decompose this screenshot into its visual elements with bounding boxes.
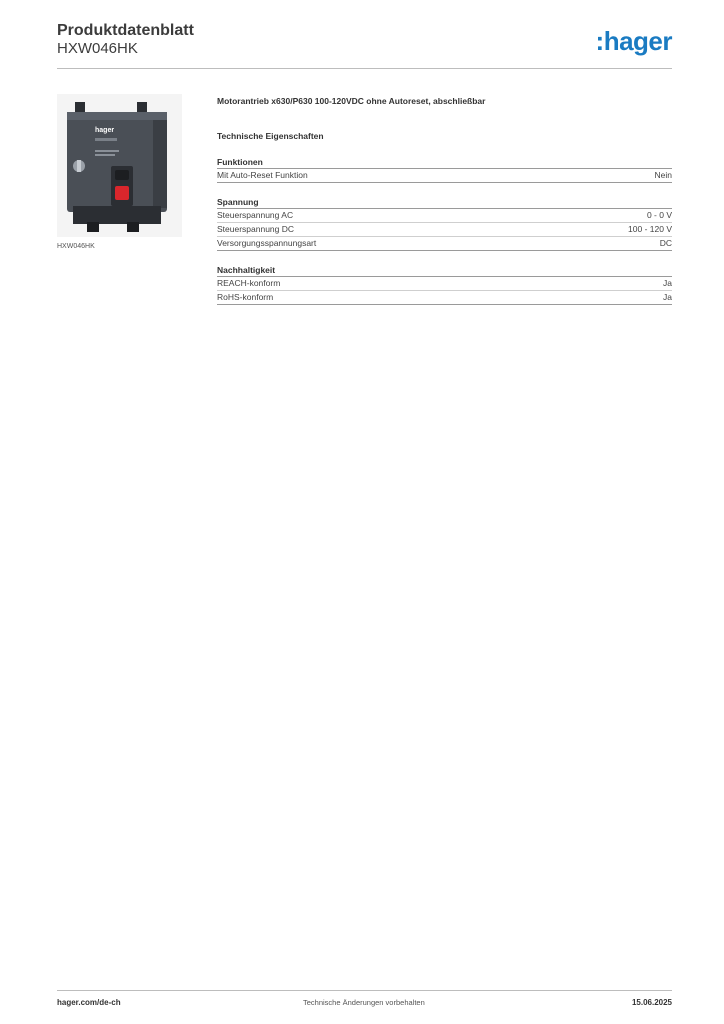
property-row: [217, 277, 672, 291]
group-nachhaltigkeit: [217, 265, 672, 305]
property-value: DC: [659, 238, 672, 248]
property-value: 100 - 120 V: [628, 224, 672, 234]
property-value: Nein: [654, 170, 672, 180]
product-description: Motorantrieb x630/P630 100-120VDC ohne Autoreset, abschließbar: [217, 96, 486, 106]
page-header: [57, 20, 672, 70]
group-title: Funktionen: [217, 157, 672, 169]
property-value: Ja: [663, 292, 672, 302]
property-label: Steuerspannung DC: [217, 224, 295, 234]
property-row: [217, 223, 672, 237]
property-row: [217, 209, 672, 223]
property-label: Steuerspannung AC: [217, 210, 294, 220]
hager-logo: :hager: [595, 26, 672, 56]
image-caption: HXW046HK: [57, 243, 95, 250]
document-title: Produktdatenblatt: [57, 22, 194, 39]
footer-divider: [57, 990, 672, 991]
main-content: [217, 96, 672, 305]
header-divider: [57, 68, 672, 69]
group-title: Spannung: [217, 197, 672, 209]
group-title: Nachhaltigkeit: [217, 265, 672, 277]
footer-website-link[interactable]: hager.com/de-ch: [57, 998, 121, 1007]
property-value: Ja: [663, 278, 672, 288]
device-brand-label: hager: [95, 127, 115, 134]
property-label: Versorgungsspannungsart: [217, 238, 317, 248]
footer-date: 15.06.2025: [631, 998, 672, 1007]
section-heading: Technische Eigenschaften: [217, 131, 324, 141]
product-code: HXW046HK: [57, 40, 138, 57]
property-row: [217, 169, 672, 183]
property-label: RoHS-konform: [217, 292, 274, 302]
property-label: REACH-konform: [217, 278, 281, 288]
property-row: [217, 237, 672, 251]
property-value: 0 - 0 V: [646, 210, 672, 220]
footer-disclaimer: Technische Änderungen vorbehalten: [303, 998, 425, 1007]
product-image: [57, 94, 182, 237]
group-funktionen: [217, 157, 672, 183]
property-label: Mit Auto-Reset Funktion: [217, 170, 308, 180]
property-row: [217, 291, 672, 305]
group-spannung: [217, 197, 672, 251]
